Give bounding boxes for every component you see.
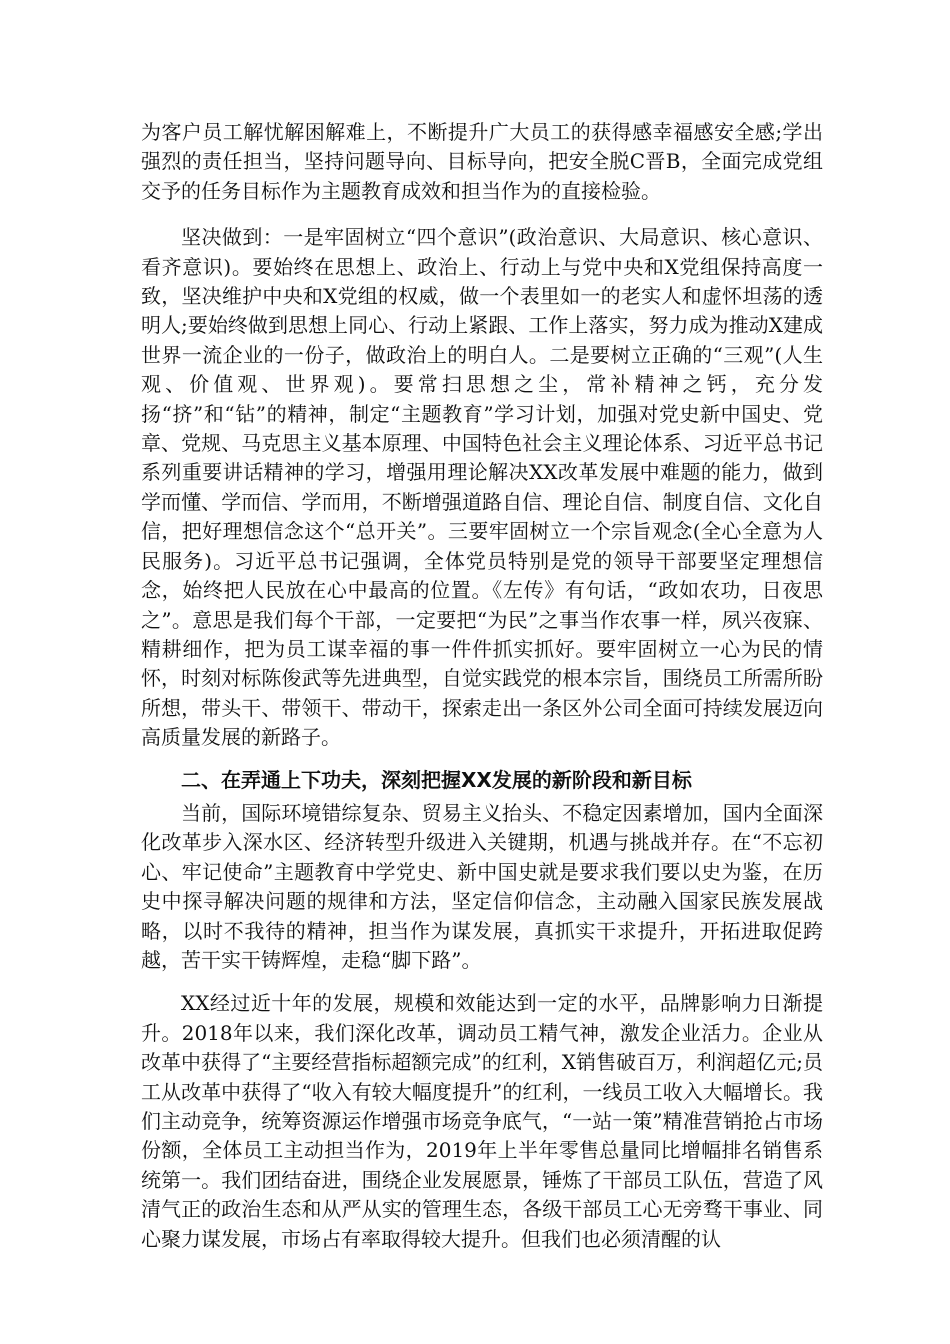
section-heading-2: 二、在弄通上下功夫，深刻把握XX发展的新阶段和新目标 [181, 767, 692, 792]
paragraph-four-consciousness: 坚决做到：一是牢固树立“四个意识”(政治意识、大局意识、核心意识、看齐意识)。要始终在思想上、政治上、行动上与党中央和X党组保持高度一致，坚决维护中央和X党组的权威，做一个表里如一的老实人和虚怀坦荡的透明人;要始终做到思想上同心、行动上紧跟、工作上落实，努力成为推动X建成世界一流企业的一份子，做政治上的明白人。二是要树立正确的“三观”(人生观、价值观、世界观)。要常扫思想之尘，常补精神之钙，充分发扬“挤”和“钻”的精神，制定“主题教育”学习计划，加强对党史新中国史、党章、党规、马克思主义基本原理、中国特色社会主义理论体系、习近平总书记系列重要讲话精神的学习，增强用理论解决XX改革发展中难题的能力，做到学而懂、学而信、学而用，不断增强道路自信、理论自信、制度自信、文化自信，把好理想信念这个“总开关”。三要牢固树立一个宗旨观念(全心全意为人民服务)。习近平总书记强调，全体党员特别是党的领导干部要坚定理想信念，始终把人民放在心中最高的位置。《左传》有句话，“政如农功，日夜思之”。意思是我们每个干部，一定要把“为民”之事当作农事一样，夙兴夜寐、精耕细作，把为员工谋幸福的事一件件抓实抓好。要牢固树立一心为民的情怀，时刻对标陈俊武等先进典型，自觉实践党的根本宗旨，围绕员工所需所盼所想，带头干、带领干、带动干，探索走出一条区外公司全面可持续发展迈向高质量发展的新路子。 [141, 225, 823, 750]
paragraph-continuation: 为客户员工解忧解困解难上，不断提升广大员工的获得感幸福感安全感;学出强烈的责任担当，坚持问题导向、目标导向，把安全脱C晋B，全面完成党组交予的任务目标作为主题教育成效和担当作为的直接检验。 [141, 120, 823, 203]
paragraph-development-review: XX经过近十年的发展，规模和效能达到一定的水平，品牌影响力日渐提升。2018年以来，我们深化改革，调动员工精气神，激发企业活力。企业从改革中获得了“主要经营指标超额完成”的红利，X销售破百万，利润超亿元;员工从改革中获得了“收入有较大幅度提升”的红利，一线员工收入大幅增长。我们主动竞争，统筹资源运作增强市场竞争底气，“一站一策”精准营销抢占市场份额，全体员工主动担当作为，2019年上半年零售总量同比增幅排名销售系统第一。我们团结奋进，围绕企业发展愿景，锤炼了干部员工队伍，营造了风清气正的政治生态和从严从实的管理生态，各级干部员工心无旁骛干事业、同心聚力谋发展，市场占有率取得较大提升。但我们也必须清醒的认 [141, 991, 823, 1251]
paragraph-current-situation: 当前，国际环境错综复杂、贸易主义抬头、不稳定因素增加，国内全面深化改革步入深水区、经济转型升级进入关键期，机遇与挑战并存。在“不忘初心、牢记使命”主题教育中学党史、新中国史就是要求我们要以史为鉴，在历史中探寻解决问题的规律和方法，坚定信仰信念，主动融入国家民族发展战略，以时不我待的精神，担当作为谋发展，真抓实干求提升，开拓进取促跨越，苦干实干铸辉煌，走稳“脚下路”。 [141, 800, 823, 972]
document-body [141, 118, 823, 1254]
